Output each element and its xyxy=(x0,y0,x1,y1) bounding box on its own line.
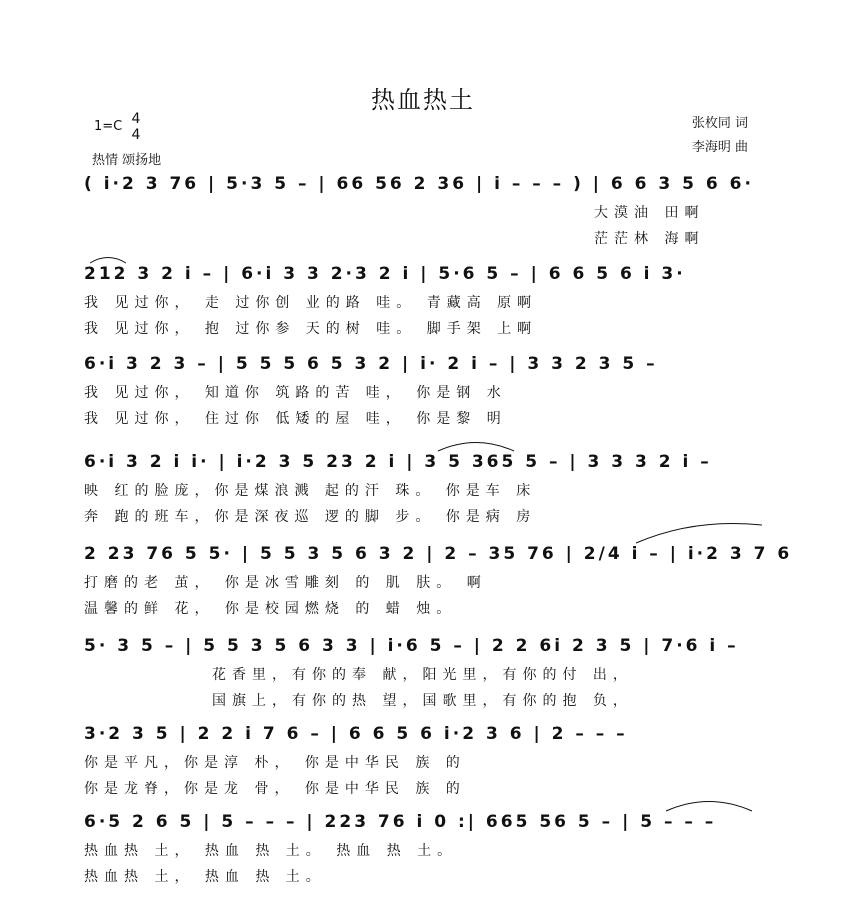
notation-line: 3·2 3 5 | 2 2 i 7 6 – | 6 6 5 6 i·2 3 6 | 2 – – – xyxy=(84,724,628,744)
lyric-verse-1: 热血热 土， 热血 热 土。 热血 热 土。 xyxy=(84,843,458,859)
lyric-verse-1: 我 见过你， 走 过你创 业的路 哇。 青藏高 原啊 xyxy=(84,295,538,311)
lyric-verse-2: 奔 跑的班车，你是深夜巡 逻的脚 步。 你是病 房 xyxy=(84,509,537,525)
notation-line: 6·5 2 6 5 | 5 – – – | 223 76 i 0 :| 665 56 5 – | 5 – – – xyxy=(84,812,717,832)
lyric-verse-1: 打磨的老 茧， 你是冰雪雕刻 的 肌 肤。 啊 xyxy=(84,575,487,591)
lyric-verse-2: 国旗上，有你的热 望，国歌里，有你的抱 负， xyxy=(212,693,633,709)
time-signature-bottom: 4 xyxy=(131,127,141,143)
notation-line: 212 3 2 i – | 6·i 3 3 2·3 2 i | 5·6 5 – | 6 6 5 6 i 3· xyxy=(84,264,686,284)
lyricist-credit: 张枚同 词 xyxy=(691,116,748,131)
lyric-verse-2: 热血热 土， 热血 热 土。 xyxy=(84,869,326,885)
composer-credit: 李海明 曲 xyxy=(691,140,748,155)
lyric-verse-1: 映 红的脸庞，你是煤浪溅 起的汗 珠。 你是车 床 xyxy=(84,483,537,499)
notation-line: 6·i 3 2 3 – | 5 5 5 6 5 3 2 | i· 2 i – | 3 3 2 3 5 – xyxy=(84,354,658,374)
lyric-verse-1: 我 见过你， 知道你 筑路的苦 哇， 你是钢 水 xyxy=(84,385,507,401)
song-title: 热血热土 xyxy=(371,86,475,114)
time-signature-top: 4 xyxy=(131,111,141,127)
lyric-verse-2: 我 见过你， 住过你 低矮的屋 哇， 你是黎 明 xyxy=(84,411,507,427)
notation-line: 6·i 3 2 i i· | i·2 3 5 23 2 i | 3 5 365 5 – | 3 3 3 2 i – xyxy=(84,452,712,472)
lyric-verse-1: 大漠油 田啊 xyxy=(594,205,705,221)
lyric-verse-2: 茫茫林 海啊 xyxy=(594,231,705,247)
lyric-verse-2: 你是龙脊，你是龙 骨， 你是中华民 族 的 xyxy=(84,781,466,797)
key-signature: 1=C xyxy=(94,119,123,134)
time-signature xyxy=(129,111,143,143)
lyric-verse-2: 温馨的鲜 花， 你是校园燃烧 的 蜡 烛。 xyxy=(84,601,457,617)
notation-line: 2 23 76 5 5· | 5 5 3 5 6 3 2 | 2 – 35 76 | 2/4 i – | i·2 3 7 6 xyxy=(84,544,793,564)
notation-line: 5· 3 5 – | 5 5 3 5 6 3 3 | i·6 5 – | 2 2 6i 2 3 5 | 7·6 i – xyxy=(84,636,739,656)
slur-mark xyxy=(634,522,764,544)
tempo-marking: 热情 颂扬地 xyxy=(92,153,162,168)
lyric-verse-1: 花香里，有你的奉 献，阳光里，有你的付 出， xyxy=(212,667,633,683)
lyric-verse-1: 你是平凡，你是淳 朴， 你是中华民 族 的 xyxy=(84,755,466,771)
lyric-verse-2: 我 见过你， 抱 过你参 天的树 哇。 脚手架 上啊 xyxy=(84,321,538,337)
notation-line: ( i·2 3 76 | 5·3 5 – | 66 56 2 36 | i – – – ) | 6 6 3 5 6 6· xyxy=(84,174,754,194)
